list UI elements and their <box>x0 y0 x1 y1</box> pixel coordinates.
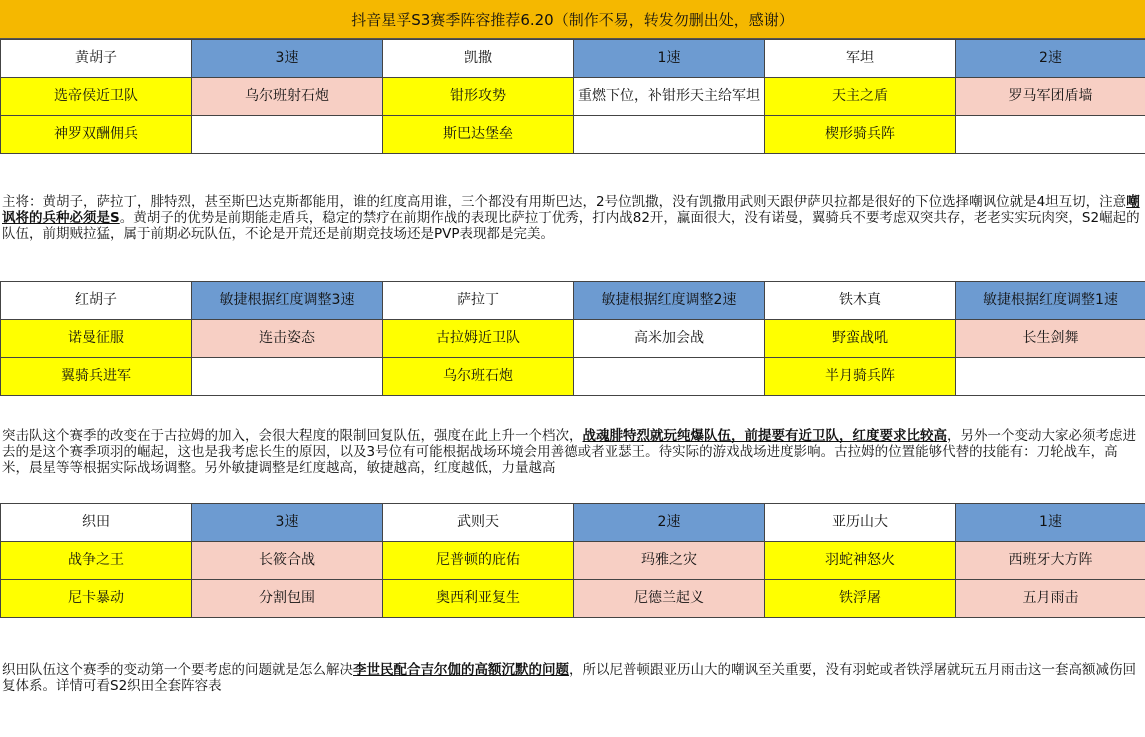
note-text: 。黄胡子的优势是前期能走盾兵，稳定的禁疗在前期作战的表现比萨拉丁优秀，打内战82开，赢面很大，没有诺曼，翼骑兵不要考虑双突共存，老老实实玩肉突，S2崛起的队伍，前期贼拉猛，属于前期必玩队伍，不论是开荒还是前期竞技场还是PVP表现都是完美。 <box>2 210 1140 242</box>
table-row <box>1 116 1145 154</box>
speed-label: 3速 <box>192 504 383 542</box>
speed-label: 1速 <box>574 40 765 78</box>
commander-name: 萨拉丁 <box>383 282 574 320</box>
skill-cell: 羽蛇神怒火 <box>765 542 956 580</box>
lineup-note-3 <box>0 662 1145 694</box>
note-highlight: 战魂腓特烈就玩纯爆队伍，前提要有近卫队，红度要求比较高 <box>582 428 947 444</box>
speed-label: 3速 <box>192 40 383 78</box>
commander-name: 军坦 <box>765 40 956 78</box>
skill-cell <box>192 358 383 396</box>
commander-name: 红胡子 <box>1 282 192 320</box>
skill-cell: 尼卡暴动 <box>1 580 192 618</box>
table-row <box>1 542 1145 580</box>
skill-cell: 分割包围 <box>192 580 383 618</box>
commander-name: 铁木真 <box>765 282 956 320</box>
skill-cell: 重燃下位，补钳形天主给军坦 <box>574 78 765 116</box>
skill-cell: 尼普顿的庇佑 <box>383 542 574 580</box>
lineup-table-1 <box>0 39 1145 154</box>
table-row <box>1 78 1145 116</box>
skill-cell <box>574 116 765 154</box>
commander-name: 武则天 <box>383 504 574 542</box>
skill-cell: 连击姿态 <box>192 320 383 358</box>
speed-label: 1速 <box>956 504 1145 542</box>
skill-cell: 翼骑兵进军 <box>1 358 192 396</box>
skill-cell: 乌尔班射石炮 <box>192 78 383 116</box>
skill-cell: 古拉姆近卫队 <box>383 320 574 358</box>
skill-cell: 奥西利亚复生 <box>383 580 574 618</box>
note-text: 突击队这个赛季的改变在于古拉姆的加入，会很大程度的限制回复队伍，强度在此上升一个档次， <box>2 428 583 444</box>
speed-label: 敏捷根据红度调整1速 <box>956 282 1145 320</box>
skill-cell: 天主之盾 <box>765 78 956 116</box>
skill-cell: 半月骑兵阵 <box>765 358 956 396</box>
skill-cell: 诺曼征服 <box>1 320 192 358</box>
speed-label: 2速 <box>574 504 765 542</box>
note-highlight: 李世民配合吉尔伽的高额沉默的问题 <box>353 662 569 678</box>
note-text: 织田队伍这个赛季的变动第一个要考虑的问题就是怎么解决 <box>2 662 353 678</box>
skill-cell: 铁浮屠 <box>765 580 956 618</box>
page-title: 抖音星孚S3赛季阵容推荐6.20（制作不易，转发勿删出处，感谢） <box>0 0 1145 39</box>
skill-cell: 罗马军团盾墙 <box>956 78 1145 116</box>
skill-cell: 尼德兰起义 <box>574 580 765 618</box>
commander-name: 亚历山大 <box>765 504 956 542</box>
lineup-table-3 <box>0 503 1145 618</box>
note-highlight: 嘲讽将的兵种必须是S <box>2 194 1140 226</box>
table-row <box>1 282 1145 320</box>
skill-cell: 钳形攻势 <box>383 78 574 116</box>
note-text: 主将：黄胡子，萨拉丁，腓特烈，甚至斯巴达克斯都能用，谁的红度高用谁，三个都没有用斯巴达，2号位凯撒，没有凯撒用武则天跟伊萨贝拉都是很好的下位选择嘲讽位就是4坦互切，注意 <box>2 194 1127 210</box>
skill-cell: 五月雨击 <box>956 580 1145 618</box>
skill-cell: 长筱合战 <box>192 542 383 580</box>
speed-label: 2速 <box>956 40 1145 78</box>
table-row <box>1 320 1145 358</box>
skill-cell: 长生剑舞 <box>956 320 1145 358</box>
lineup-note-2 <box>0 428 1145 476</box>
table-row <box>1 580 1145 618</box>
skill-cell <box>574 358 765 396</box>
skill-cell: 战争之王 <box>1 542 192 580</box>
table-row <box>1 504 1145 542</box>
skill-cell: 高米加会战 <box>574 320 765 358</box>
table-row <box>1 40 1145 78</box>
commander-name: 织田 <box>1 504 192 542</box>
commander-name: 凯撒 <box>383 40 574 78</box>
skill-cell: 神罗双酬佣兵 <box>1 116 192 154</box>
skill-cell: 西班牙大方阵 <box>956 542 1145 580</box>
note-text: ，另外一个变动大家必须考虑进去的是这个赛季项羽的崛起，这也是我考虑长生的原因，以及3号位有可能根据战场环境会用善德或者亚瑟王。待实际的游戏战场进度影响。古拉姆的位置能够代替的技能有：刀轮战车，高米，晨星等等根据实际战场调整。另外敏捷调整是红度越高，敏捷越高，红度越低，力量越高 <box>2 428 1136 476</box>
table-row <box>1 358 1145 396</box>
lineup-note-1 <box>0 194 1145 242</box>
skill-cell <box>956 358 1145 396</box>
note-text: ，所以尼普顿跟亚历山大的嘲讽至关重要，没有羽蛇或者铁浮屠就玩五月雨击这一套高额减伤回复体系。详情可看S2织田全套阵容表 <box>2 662 1136 694</box>
skill-cell: 野蛮战吼 <box>765 320 956 358</box>
lineup-table-2 <box>0 281 1145 396</box>
speed-label: 敏捷根据红度调整3速 <box>192 282 383 320</box>
skill-cell: 乌尔班石炮 <box>383 358 574 396</box>
skill-cell: 选帝侯近卫队 <box>1 78 192 116</box>
skill-cell: 楔形骑兵阵 <box>765 116 956 154</box>
skill-cell: 玛雅之灾 <box>574 542 765 580</box>
skill-cell <box>956 116 1145 154</box>
skill-cell <box>192 116 383 154</box>
speed-label: 敏捷根据红度调整2速 <box>574 282 765 320</box>
skill-cell: 斯巴达堡垒 <box>383 116 574 154</box>
commander-name: 黄胡子 <box>1 40 192 78</box>
